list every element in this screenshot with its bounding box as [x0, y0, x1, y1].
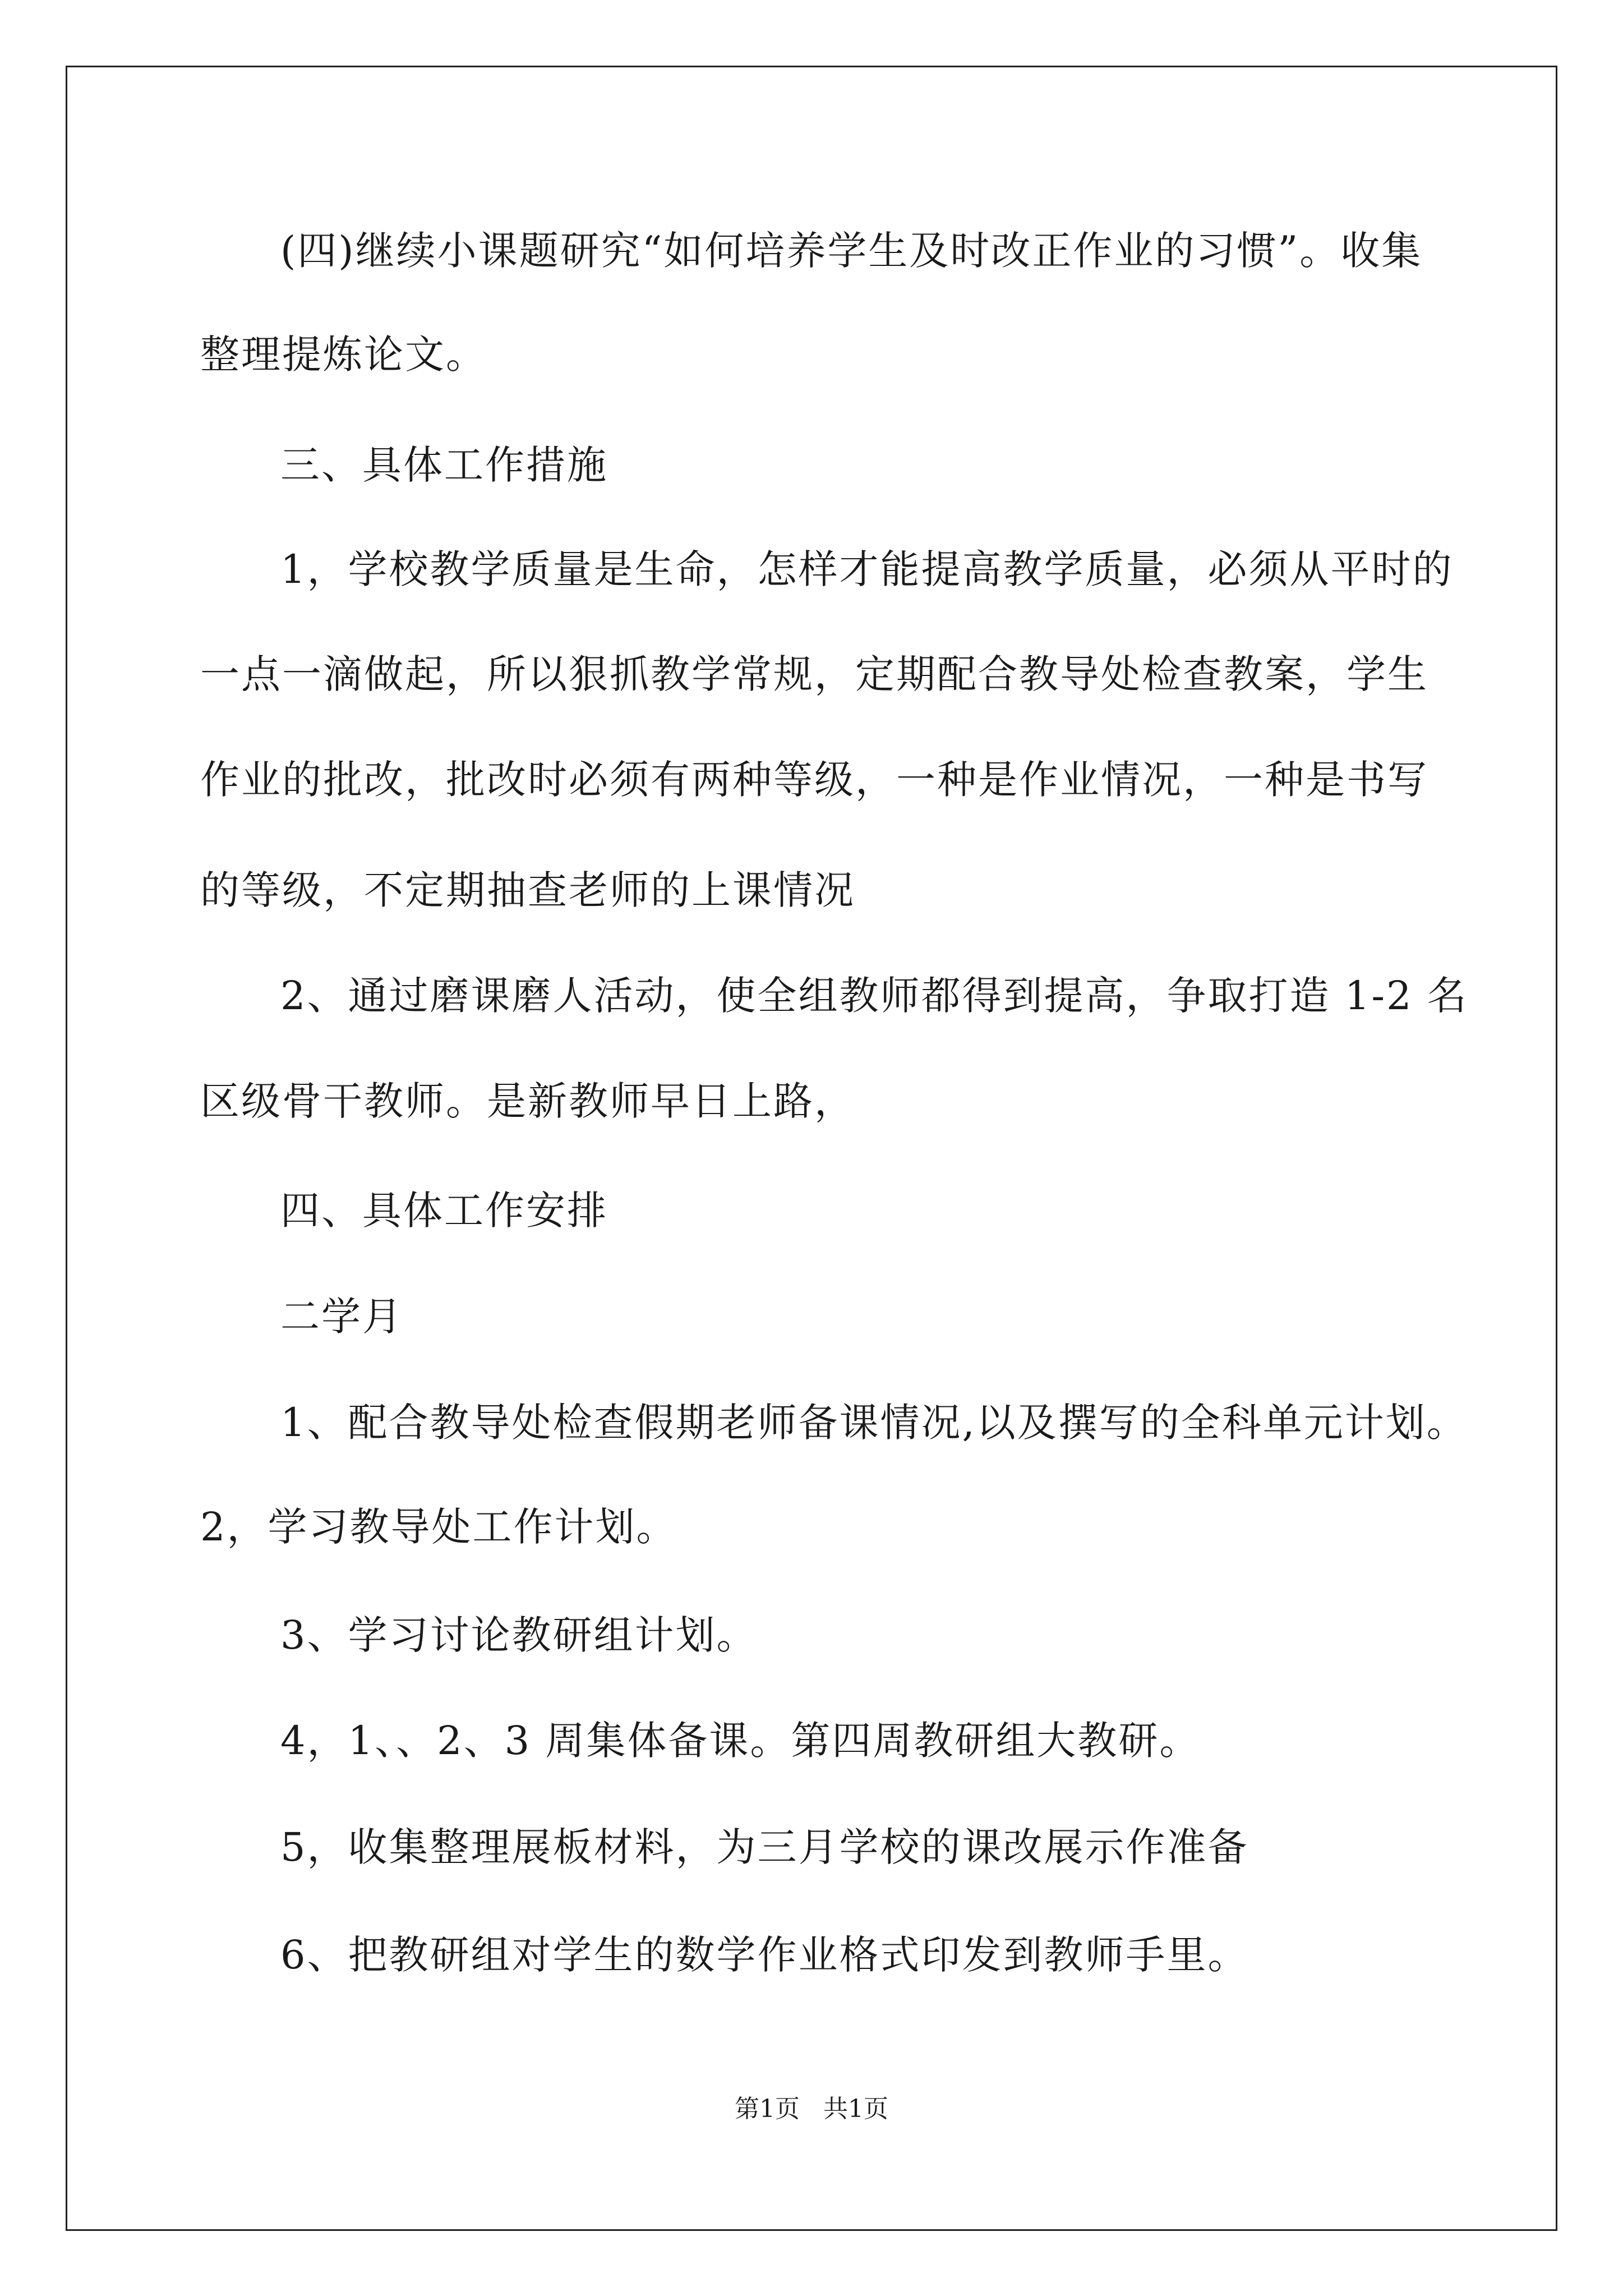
paragraph-line: 作业的批改，批改时必须有两种等级，一种是作业情况，一种是书写	[200, 757, 1428, 803]
page-number-footer: 第1页 共1页	[735, 2095, 888, 2123]
list-item: 1、配合教导处检查假期老师备课情况,以及撰写的全科单元计划。	[280, 1400, 1468, 1446]
section-heading: 四、具体工作安排	[280, 1188, 608, 1234]
list-item: 2，学习教导处工作计划。	[200, 1504, 677, 1550]
paragraph-line: 的等级，不定期抽查老师的上课情况	[200, 867, 855, 913]
paragraph-line: 区级骨干教师。是新教师早日上路，	[200, 1078, 855, 1124]
paragraph-line: (四)继续小课题研究“如何培养学生及时改正作业的习惯”。收集	[280, 228, 1423, 274]
list-item: 5，收集整理展板材料，为三月学校的课改展示作准备	[280, 1824, 1249, 1870]
paragraph-line: 1，学校教学质量是生命，怎样才能提高教学质量，必须从平时的	[280, 546, 1454, 592]
page-border	[66, 66, 1557, 2231]
section-heading: 三、具体工作措施	[280, 442, 608, 488]
paragraph-line: 一点一滴做起，所以狠抓教学常规，定期配合教导处检查教案，学生	[200, 651, 1428, 697]
subsection-heading: 二学月	[280, 1294, 403, 1340]
paragraph-line: 整理提炼论文。	[200, 332, 487, 378]
list-item: 4，1、、2、3 周集体备课。第四周教研组大教研。	[280, 1718, 1201, 1764]
list-item: 3、学习讨论教研组计划。	[280, 1612, 758, 1658]
paragraph-line: 2、通过磨课磨人活动，使全组教师都得到提高，争取打造 1-2 名	[280, 973, 1468, 1019]
list-item: 6、把教研组对学生的数学作业格式印发到教师手里。	[280, 1932, 1249, 1978]
